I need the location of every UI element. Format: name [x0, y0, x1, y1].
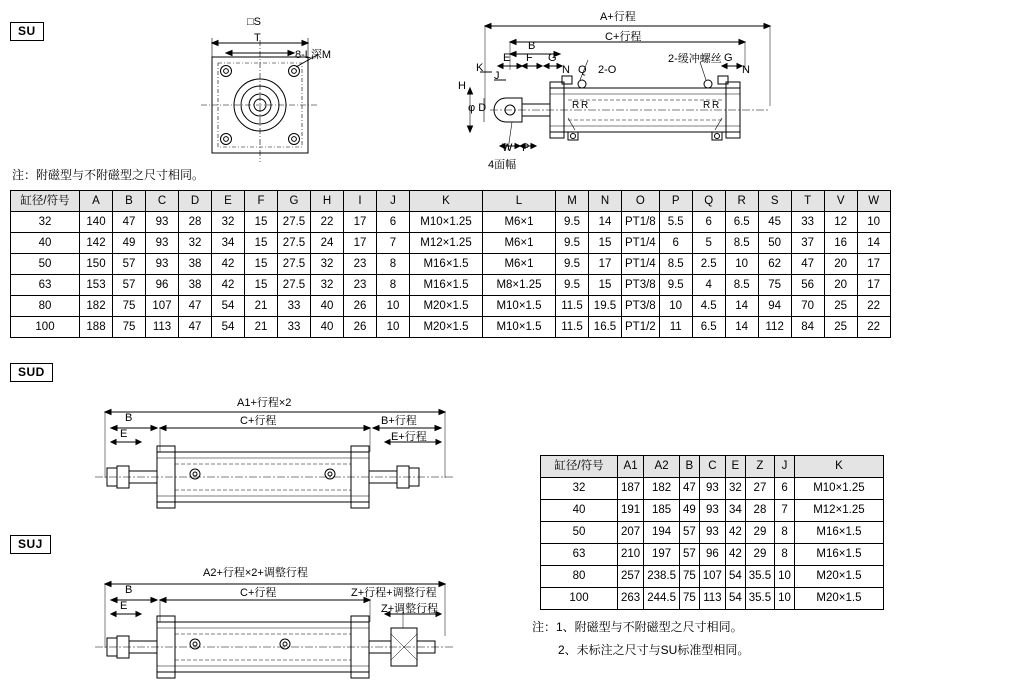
cell: 185	[644, 500, 680, 522]
cell: M20×1.5	[410, 317, 483, 338]
col-header: F	[245, 191, 278, 212]
cell: 17	[857, 254, 890, 275]
col-header: T	[791, 191, 824, 212]
cell: 27.5	[278, 254, 311, 275]
cell: 33	[278, 296, 311, 317]
cell: 10	[725, 254, 758, 275]
cell: 107	[146, 296, 179, 317]
cell: 5.5	[659, 212, 692, 233]
cell: 94	[758, 296, 791, 317]
cell: 9.5	[556, 212, 589, 233]
cell: 75	[113, 317, 146, 338]
cell: 40	[311, 296, 344, 317]
cell: 6	[692, 212, 725, 233]
cell: PT3/8	[622, 296, 660, 317]
label-4-face-width: 4面幅	[488, 159, 517, 171]
cell: 33	[791, 212, 824, 233]
cell: 93	[699, 522, 725, 544]
cell: 14	[857, 233, 890, 254]
cell: 12	[824, 212, 857, 233]
cell: 107	[699, 566, 725, 588]
cell: 84	[791, 317, 824, 338]
cell: 7	[775, 500, 795, 522]
cell: 29	[745, 522, 774, 544]
cell: 35.5	[745, 566, 774, 588]
cell: 6	[659, 233, 692, 254]
cell: PT1/2	[622, 317, 660, 338]
cell: 8	[775, 522, 795, 544]
cell: 93	[146, 233, 179, 254]
cell: M12×1.25	[794, 500, 883, 522]
sud-dimension-table	[540, 455, 884, 610]
cell: M12×1.25	[410, 233, 483, 254]
cell: 47	[179, 317, 212, 338]
label-8-l-deep-m: 8-L深M	[295, 49, 332, 61]
label-t: T	[254, 32, 261, 44]
cell: 62	[758, 254, 791, 275]
label-z-stroke-adjust: Z+行程+调整行程	[351, 587, 437, 599]
cell: 57	[113, 275, 146, 296]
cell: 182	[80, 296, 113, 317]
col-header: L	[483, 191, 556, 212]
cell: 21	[245, 296, 278, 317]
label-e: E	[120, 600, 128, 612]
cell: PT1/4	[622, 233, 660, 254]
label-q: Q	[578, 64, 587, 76]
cell: 6	[775, 478, 795, 500]
su-dimension-table	[10, 190, 891, 338]
label-f: F	[526, 52, 533, 64]
cell: 153	[80, 275, 113, 296]
cell: 17	[857, 275, 890, 296]
cell: 8.5	[725, 233, 758, 254]
label-r-4: R	[712, 100, 720, 111]
table-row	[541, 500, 884, 522]
cell: 6.5	[725, 212, 758, 233]
cell: 9.5	[556, 275, 589, 296]
col-header: C	[699, 456, 725, 478]
cell: 21	[245, 317, 278, 338]
col-header: A	[80, 191, 113, 212]
cell: 47	[791, 254, 824, 275]
table-header-row	[11, 191, 891, 212]
cell: 38	[179, 275, 212, 296]
col-header: J	[775, 456, 795, 478]
cell: 10	[857, 212, 890, 233]
cell: 47	[113, 212, 146, 233]
label-a-stroke: A+行程	[600, 11, 636, 23]
cell: 100	[11, 317, 80, 338]
col-header: B	[679, 456, 699, 478]
cell: 54	[725, 588, 745, 610]
cell: 15	[245, 254, 278, 275]
cell: 187	[618, 478, 644, 500]
cell: 54	[725, 566, 745, 588]
cell: 7	[377, 233, 410, 254]
cell: 16.5	[589, 317, 622, 338]
cell: 45	[758, 212, 791, 233]
cell: 150	[80, 254, 113, 275]
cell: 22	[311, 212, 344, 233]
cell: 42	[212, 275, 245, 296]
cell: 20	[824, 275, 857, 296]
cell: 63	[11, 275, 80, 296]
cell: 112	[758, 317, 791, 338]
cell: 8	[775, 544, 795, 566]
label-c-stroke: C+行程	[605, 31, 642, 43]
label-n-left: N	[562, 64, 570, 76]
cell: 50	[758, 233, 791, 254]
cell: M10×1.5	[483, 296, 556, 317]
table-row	[541, 478, 884, 500]
cell: 32	[11, 212, 80, 233]
table-row	[541, 522, 884, 544]
label-e-left: E	[120, 428, 128, 440]
label-e: E	[503, 52, 511, 64]
label-c-stroke: C+行程	[240, 415, 277, 427]
cell: 54	[212, 317, 245, 338]
table-row	[11, 317, 891, 338]
cell: 8	[377, 254, 410, 275]
cell: 9.5	[556, 233, 589, 254]
cell: 93	[699, 500, 725, 522]
cell: 10	[377, 296, 410, 317]
cell: 15	[589, 233, 622, 254]
table-row	[541, 566, 884, 588]
cell: 9.5	[556, 254, 589, 275]
label-g-left: G	[548, 52, 557, 64]
cell: 47	[679, 478, 699, 500]
label-r-1: R	[572, 100, 580, 111]
cell: PT3/8	[622, 275, 660, 296]
su-note: 注：附磁型与不附磁型之尺寸相同。	[12, 168, 205, 182]
cell: 8.5	[725, 275, 758, 296]
col-header: Z	[745, 456, 774, 478]
cell: 4.5	[692, 296, 725, 317]
label-b-stroke-right: B+行程	[381, 415, 417, 427]
cell: 75	[679, 588, 699, 610]
cell: 10	[775, 588, 795, 610]
cell: 210	[618, 544, 644, 566]
cell: 238.5	[644, 566, 680, 588]
cell: 37	[791, 233, 824, 254]
cell: 24	[311, 233, 344, 254]
cell: 57	[679, 544, 699, 566]
table-row	[11, 275, 891, 296]
cell: 28	[179, 212, 212, 233]
cell: 10	[775, 566, 795, 588]
cell: 35.5	[745, 588, 774, 610]
cell: 22	[857, 296, 890, 317]
sud-note-1: 注：1、附磁型与不附磁型之尺寸相同。	[532, 620, 743, 634]
cell: M6×1	[483, 212, 556, 233]
suj-drawing	[85, 558, 465, 693]
cell: 75	[113, 296, 146, 317]
label-k: K	[476, 62, 484, 74]
cell: 191	[618, 500, 644, 522]
cell: 6.5	[692, 317, 725, 338]
label-e-stroke-right: E+行程	[391, 431, 427, 443]
cell: 96	[146, 275, 179, 296]
cell: 9.5	[659, 275, 692, 296]
label-square-s: □S	[247, 16, 261, 28]
cell: 188	[80, 317, 113, 338]
section-tag-sud: SUD	[10, 363, 53, 382]
cell: 142	[80, 233, 113, 254]
table-row	[11, 233, 891, 254]
cell: 25	[824, 296, 857, 317]
cell: 113	[146, 317, 179, 338]
label-c-stroke: C+行程	[240, 587, 277, 599]
label-phi-d: φ D	[468, 102, 487, 114]
cell: PT1/4	[622, 254, 660, 275]
cell: 50	[541, 522, 618, 544]
cell: PT1/8	[622, 212, 660, 233]
cell: 14	[725, 317, 758, 338]
label-b: B	[125, 584, 133, 596]
cell: 29	[745, 544, 774, 566]
cell: 2.5	[692, 254, 725, 275]
cell: 32	[311, 275, 344, 296]
cell: 80	[11, 296, 80, 317]
cell: 11	[659, 317, 692, 338]
col-header: K	[794, 456, 883, 478]
cell: M20×1.5	[794, 588, 883, 610]
cell: 63	[541, 544, 618, 566]
label-p: P	[522, 142, 530, 154]
label-a1-stroke-x2: A1+行程×2	[237, 397, 292, 409]
col-header: A1	[618, 456, 644, 478]
table-row	[11, 212, 891, 233]
col-header: K	[410, 191, 483, 212]
cell: M6×1	[483, 233, 556, 254]
col-header: I	[344, 191, 377, 212]
cell: 33	[278, 317, 311, 338]
cell: 93	[699, 478, 725, 500]
cell: 40	[311, 317, 344, 338]
section-tag-suj: SUJ	[10, 535, 51, 554]
cell: 23	[344, 254, 377, 275]
cell: 57	[679, 522, 699, 544]
su-side-view-drawing	[450, 10, 790, 175]
cell: 16	[824, 233, 857, 254]
cell: 28	[745, 500, 774, 522]
col-header: Q	[692, 191, 725, 212]
cell: 54	[212, 296, 245, 317]
cell: 17	[589, 254, 622, 275]
label-r-2: R	[581, 100, 589, 111]
label-2-o: 2-O	[598, 64, 617, 76]
cell: 20	[824, 254, 857, 275]
cell: 17	[344, 212, 377, 233]
label-h: H	[458, 80, 466, 92]
cell: 42	[725, 522, 745, 544]
col-header: N	[589, 191, 622, 212]
cell: 263	[618, 588, 644, 610]
cell: 40	[541, 500, 618, 522]
cell: 32	[212, 212, 245, 233]
cell: 257	[618, 566, 644, 588]
label-2-cushion-screw: 2-缓冲螺丝	[668, 53, 722, 65]
cell: 194	[644, 522, 680, 544]
cell: 140	[80, 212, 113, 233]
cell: 19.5	[589, 296, 622, 317]
cell: M8×1.25	[483, 275, 556, 296]
cell: 42	[725, 544, 745, 566]
su-front-view-drawing	[185, 10, 355, 170]
cell: M10×1.5	[483, 317, 556, 338]
table-row	[541, 544, 884, 566]
cell: 42	[212, 254, 245, 275]
col-header: J	[377, 191, 410, 212]
cell: M16×1.5	[794, 522, 883, 544]
cell: 26	[344, 296, 377, 317]
cell: 6	[377, 212, 410, 233]
cell: 11.5	[556, 317, 589, 338]
table-row	[11, 254, 891, 275]
cell: M16×1.5	[794, 544, 883, 566]
cell: 14	[589, 212, 622, 233]
cell: 80	[541, 566, 618, 588]
cell: 197	[644, 544, 680, 566]
cell: 34	[212, 233, 245, 254]
cell: 15	[245, 212, 278, 233]
cell: 4	[692, 275, 725, 296]
cell: 32	[179, 233, 212, 254]
label-b-left: B	[125, 412, 133, 424]
cell: 50	[11, 254, 80, 275]
sud-drawing	[85, 390, 465, 525]
cell: 15	[245, 233, 278, 254]
label-g-right: G	[724, 52, 733, 64]
cell: 8.5	[659, 254, 692, 275]
cell: 27.5	[278, 233, 311, 254]
cell: M6×1	[483, 254, 556, 275]
cell: M20×1.5	[794, 566, 883, 588]
cell: 56	[791, 275, 824, 296]
cell: 75	[758, 275, 791, 296]
cell: 27.5	[278, 212, 311, 233]
cell: 8	[377, 275, 410, 296]
col-header: C	[146, 191, 179, 212]
cell: 23	[344, 275, 377, 296]
cell: 38	[179, 254, 212, 275]
cell: M10×1.25	[794, 478, 883, 500]
col-header: A2	[644, 456, 680, 478]
cell: 10	[377, 317, 410, 338]
col-header: H	[311, 191, 344, 212]
cell: 93	[146, 212, 179, 233]
cell: 32	[725, 478, 745, 500]
cell: 47	[179, 296, 212, 317]
section-tag-su: SU	[10, 22, 44, 41]
cell: 15	[245, 275, 278, 296]
table-row	[541, 588, 884, 610]
col-header: E	[212, 191, 245, 212]
cell: 70	[791, 296, 824, 317]
cell: 10	[659, 296, 692, 317]
col-header: O	[622, 191, 660, 212]
cell: 11.5	[556, 296, 589, 317]
cell: 5	[692, 233, 725, 254]
sud-note-2: 2、未标注之尺寸与SU标准型相同。	[558, 643, 750, 657]
cell: 113	[699, 588, 725, 610]
cell: 49	[679, 500, 699, 522]
cell: M10×1.25	[410, 212, 483, 233]
label-z-adjust: Z+调整行程	[381, 603, 439, 615]
cell: 17	[344, 233, 377, 254]
cell: 100	[541, 588, 618, 610]
cell: 14	[725, 296, 758, 317]
cell: 27	[745, 478, 774, 500]
label-b: B	[528, 40, 536, 52]
col-header: R	[725, 191, 758, 212]
cell: 22	[857, 317, 890, 338]
col-header: V	[824, 191, 857, 212]
cell: 93	[146, 254, 179, 275]
cell: M16×1.5	[410, 254, 483, 275]
label-w: W	[502, 142, 513, 154]
table-row	[11, 296, 891, 317]
label-a2-stroke-adjust: A2+行程×2+调整行程	[203, 567, 308, 579]
col-header: E	[725, 456, 745, 478]
col-header: W	[857, 191, 890, 212]
col-header: B	[113, 191, 146, 212]
label-n-right: N	[742, 64, 750, 76]
cell: 27.5	[278, 275, 311, 296]
col-header: M	[556, 191, 589, 212]
cell: 32	[311, 254, 344, 275]
cell: 244.5	[644, 588, 680, 610]
cell: 49	[113, 233, 146, 254]
col-header: P	[659, 191, 692, 212]
table-header-row	[541, 456, 884, 478]
cell: 34	[725, 500, 745, 522]
label-j: J	[494, 70, 500, 82]
cell: 182	[644, 478, 680, 500]
cell: 57	[113, 254, 146, 275]
cell: 25	[824, 317, 857, 338]
cell: M16×1.5	[410, 275, 483, 296]
cell: M20×1.5	[410, 296, 483, 317]
cell: 32	[541, 478, 618, 500]
label-r-3: R	[703, 100, 711, 111]
col-header: G	[278, 191, 311, 212]
cell: 96	[699, 544, 725, 566]
cell: 75	[679, 566, 699, 588]
col-header: 缸径/符号	[541, 456, 618, 478]
col-header: 缸径/符号	[11, 191, 80, 212]
col-header: S	[758, 191, 791, 212]
cell: 40	[11, 233, 80, 254]
cell: 207	[618, 522, 644, 544]
col-header: D	[179, 191, 212, 212]
cell: 26	[344, 317, 377, 338]
cell: 15	[589, 275, 622, 296]
